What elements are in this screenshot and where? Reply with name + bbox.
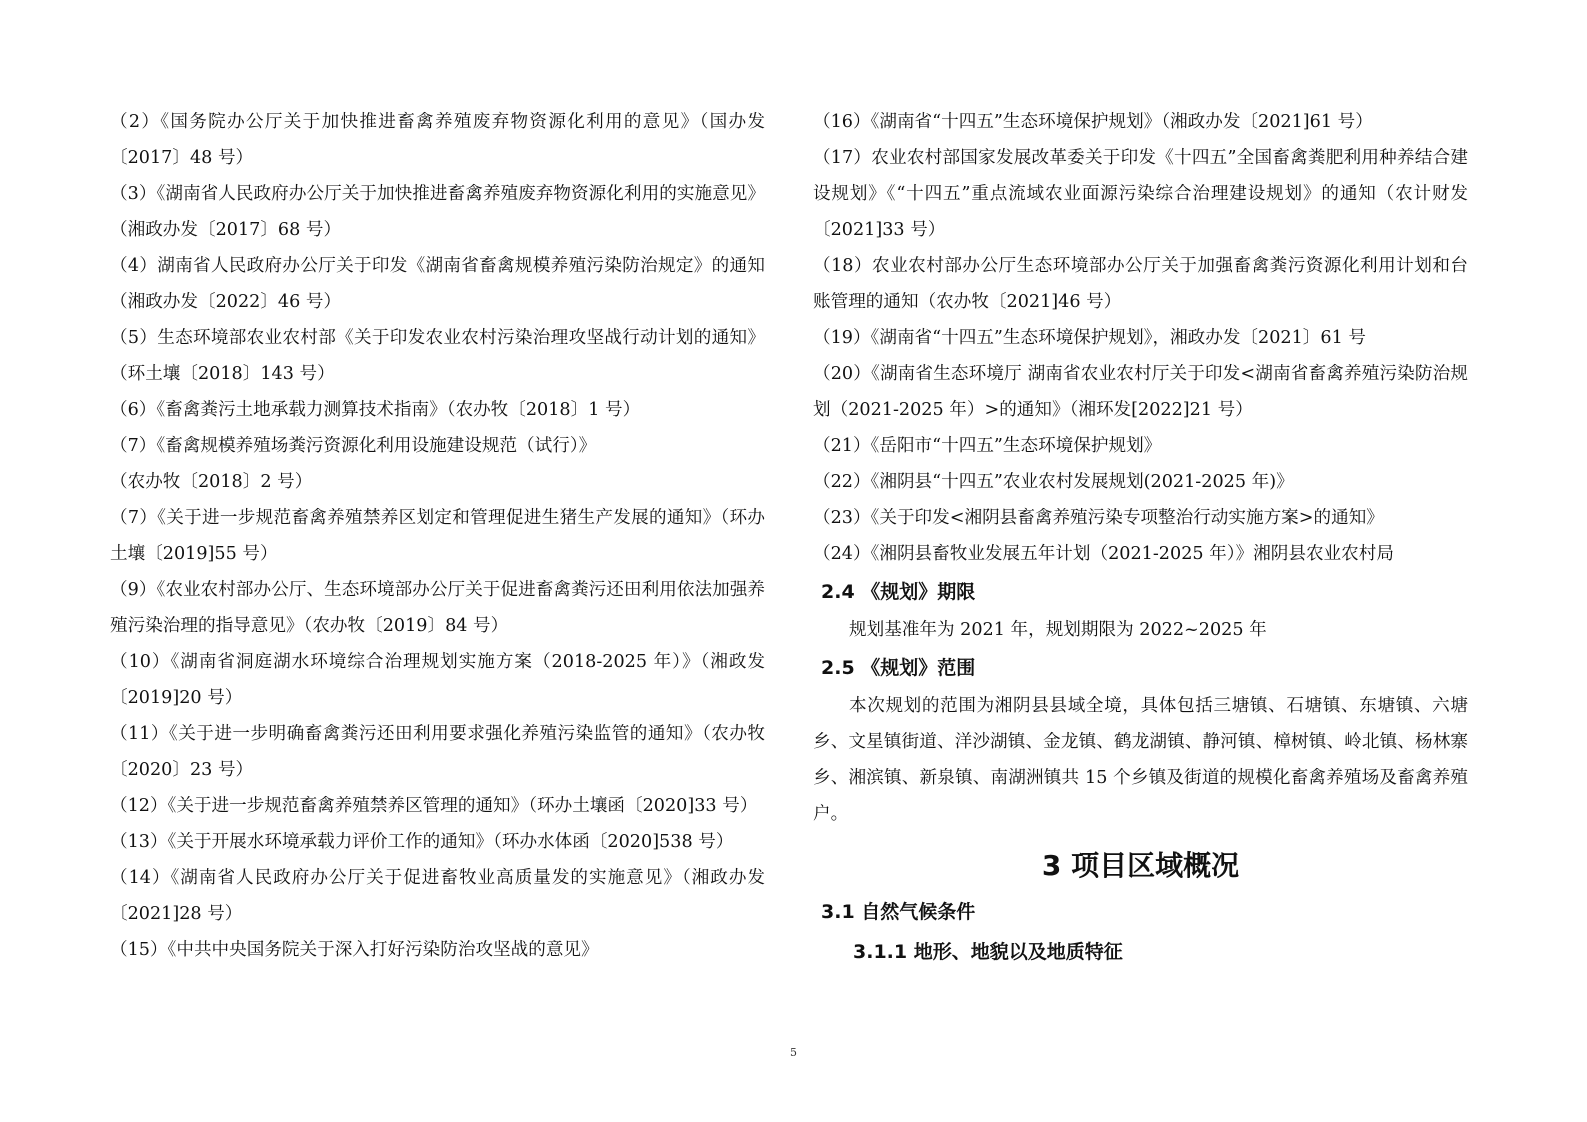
list-item: （15）《中共中央国务院关于深入打好污染防治攻坚战的意见》 [110,940,599,960]
list-item: （19）《湖南省“十四五”生态环境保护规划》，湘政办发〔2021〕61 号 [813,328,1366,348]
list-item: （21）《岳阳市“十四五”生态环境保护规划》 [813,436,1162,456]
list-item: （9）《农业农村部办公厅、生态环境部办公厅关于促进畜禽粪污还田利用依法加强养殖污染治理的指导意见》（农办牧〔2019〕84 号） [110,580,765,636]
list-item: （14）《湖南省人民政府办公厅关于促进畜牧业高质量发的实施意见》（湘政办发〔2021]28 号） [110,868,765,924]
list-item: （3）《湖南省人民政府办公厅关于加快推进畜禽养殖废弃物资源化利用的实施意见》（湘政办发〔2017〕68 号） [110,184,765,240]
section-heading-2-5: 2.5 《规划》范围 [821,657,976,679]
section-2-5-text: 本次规划的范围为湘阴县县域全境，具体包括三塘镇、石塘镇、东塘镇、六塘乡、文星镇街道、洋沙湖镇、金龙镇、鹤龙湖镇、静河镇、樟树镇、岭北镇、杨林寨乡、湘滨镇、新泉镇、南湖洲镇共 15 个乡镇及街道的规模化畜禽养殖场及畜禽养殖户。 [813,696,1468,824]
list-item: （13）《关于开展水环境承载力评价工作的通知》（环办水体函〔2020]538 号） [110,832,734,852]
list-item: （7）《畜禽规模养殖场粪污资源化利用设施建设规范（试行）》 [110,436,597,456]
list-item: （16）《湖南省“十四五”生态环境保护规划》（湘政办发〔2021]61 号） [813,112,1373,132]
left-column [110,104,765,968]
right-column [813,104,1468,970]
list-item: （农办牧〔2018〕2 号） [110,472,313,492]
list-item: （4）湖南省人民政府办公厅关于印发《湖南省畜禽规模养殖污染防治规定》的通知（湘政办发〔2022〕46 号） [110,256,765,312]
section-heading-3-1: 3.1 自然气候条件 [821,901,976,923]
section-heading-3-1-1: 3.1.1 地形、地貌以及地质特征 [853,941,1123,963]
list-item: （11）《关于进一步明确畜禽粪污还田利用要求强化养殖污染监管的通知》（农办牧〔2020〕23 号） [110,724,765,780]
section-2-4-text: 规划基准年为 2021 年，规划期限为 2022~2025 年 [849,620,1267,640]
chapter-heading-3: 3 项目区域概况 [1041,849,1240,882]
list-item: （7）《关于进一步规范畜禽养殖禁养区划定和管理促进生猪生产发展的通知》（环办土壤〔2019]55 号） [110,508,765,564]
list-item: （23）《关于印发<湘阴县畜禽养殖污染专项整治行动实施方案>的通知》 [813,508,1384,528]
list-item: （22）《湘阴县“十四五”农业农村发展规划(2021-2025 年)》 [813,472,1294,492]
section-heading-2-4: 2.4 《规划》期限 [821,581,976,603]
page-number: 5 [790,1046,797,1059]
list-item: （17）农业农村部国家发展改革委关于印发《十四五”全国畜禽粪肥利用种养结合建设规划》《“十四五”重点流域农业面源污染综合治理建设规划》的通知（农计财发〔2021]33 号） [813,148,1468,240]
list-item: （10）《湖南省洞庭湖水环境综合治理规划实施方案（2018-2025 年）》（湘政发〔2019]20 号） [110,652,765,708]
list-item: （24）《湘阴县畜牧业发展五年计划（2021-2025 年）》湘阴县农业农村局 [813,544,1394,564]
list-item: （5）生态环境部农业农村部《关于印发农业农村污染治理攻坚战行动计划的通知》（环土壤〔2018〕143 号） [110,328,765,384]
list-item: （18）农业农村部办公厅生态环境部办公厅关于加强畜禽粪污资源化利用计划和台账管理的通知（农办牧〔2021]46 号） [813,256,1468,312]
list-item: （2）《国务院办公厅关于加快推进畜禽养殖废弃物资源化利用的意见》（国办发〔2017〕48 号） [110,112,765,168]
list-item: （12）《关于进一步规范畜禽养殖禁养区管理的通知》（环办土壤函〔2020]33 号） [110,796,758,816]
list-item: （20）《湖南省生态环境厅 湖南省农业农村厅关于印发<湖南省畜禽养殖污染防治规划（2021-2025 年）>的通知》（湘环发[2022]21 号） [813,364,1468,420]
list-item: （6）《畜禽粪污土地承载力测算技术指南》（农办牧〔2018〕1 号） [110,400,641,420]
